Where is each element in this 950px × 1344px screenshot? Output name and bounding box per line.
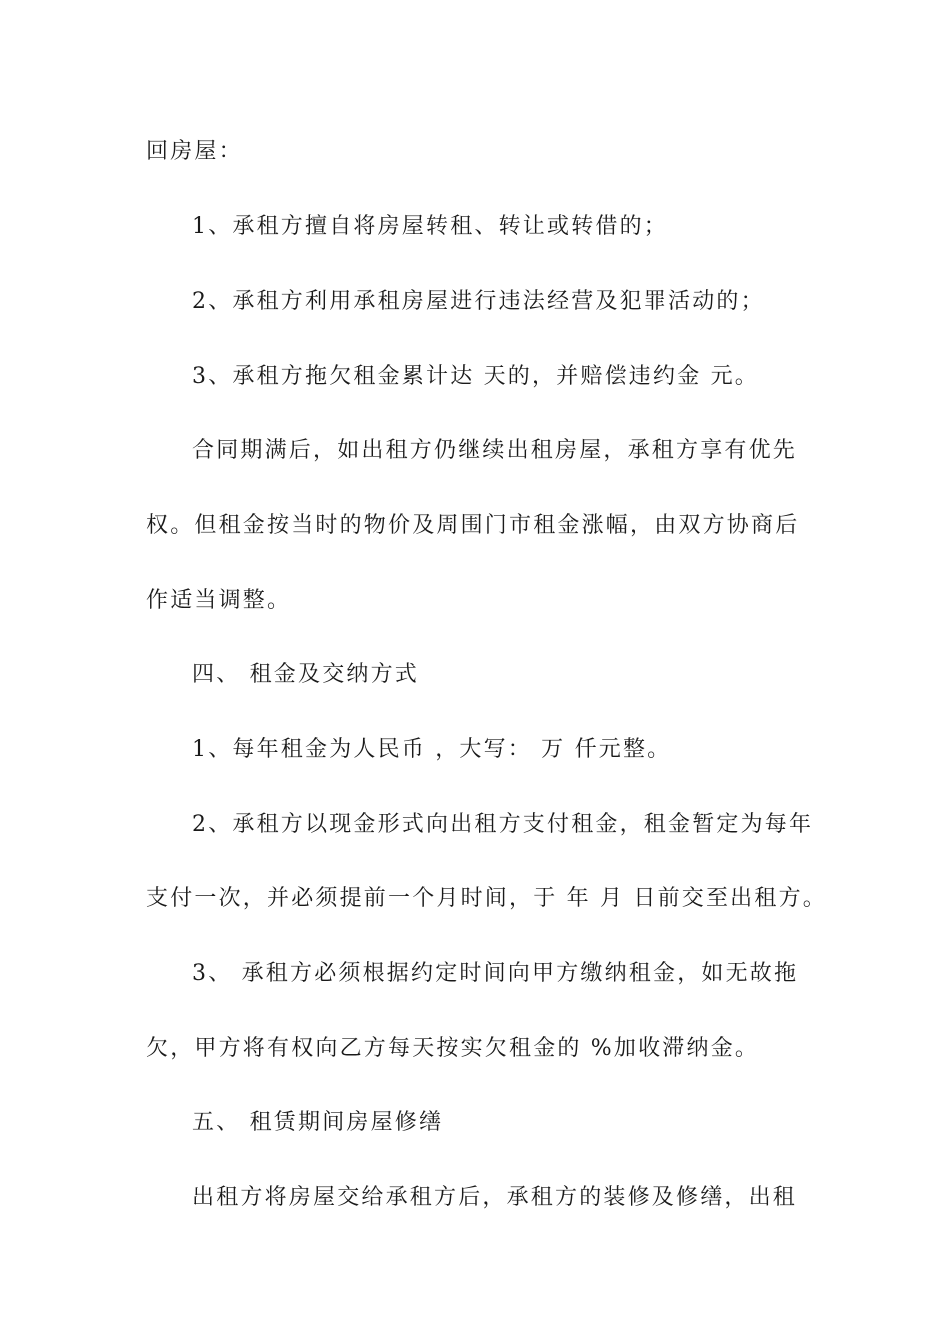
section-heading-5: 五、 租赁期间房屋修缮 [192,1110,444,1135]
paragraph-line: 合同期满后，如出租方仍继续出租房屋，承租方享有优先 [192,438,798,463]
paragraph-line: 作适当调整。 [146,588,292,613]
paragraph-line: 欠，甲方将有权向乙方每天按实欠租金的 %加收滞纳金。 [146,1036,760,1061]
clause-item-3: 3、承租方拖欠租金累计达 天的，并赔偿违约金 元。 [192,364,759,389]
section-heading-4: 四、 租金及交纳方式 [192,662,419,687]
rent-item-3: 3、 承租方必须根据约定时间向甲方缴纳租金，如无故拖 [192,961,799,986]
text-line-continuation: 回房屋： [146,139,243,164]
paragraph-line: 权。但租金按当时的物价及周围门市租金涨幅，由双方协商后 [146,513,800,538]
clause-item-1: 1、承租方擅自将房屋转租、转让或转借的； [192,214,668,239]
clause-item-2: 2、承租方利用承租房屋进行违法经营及犯罪活动的； [192,289,765,314]
rent-item-1: 1、每年租金为人民币 ，大写： 万 仟元整。 [192,737,672,762]
paragraph-line: 出租方将房屋交给承租方后，承租方的装修及修缮，出租 [192,1185,798,1210]
rent-item-2: 2、承租方以现金形式向出租方支付租金，租金暂定为每年 [192,812,814,837]
paragraph-line: 支付一次，并必须提前一个月时间，于 年 月 日前交至出租方。 [146,886,827,911]
